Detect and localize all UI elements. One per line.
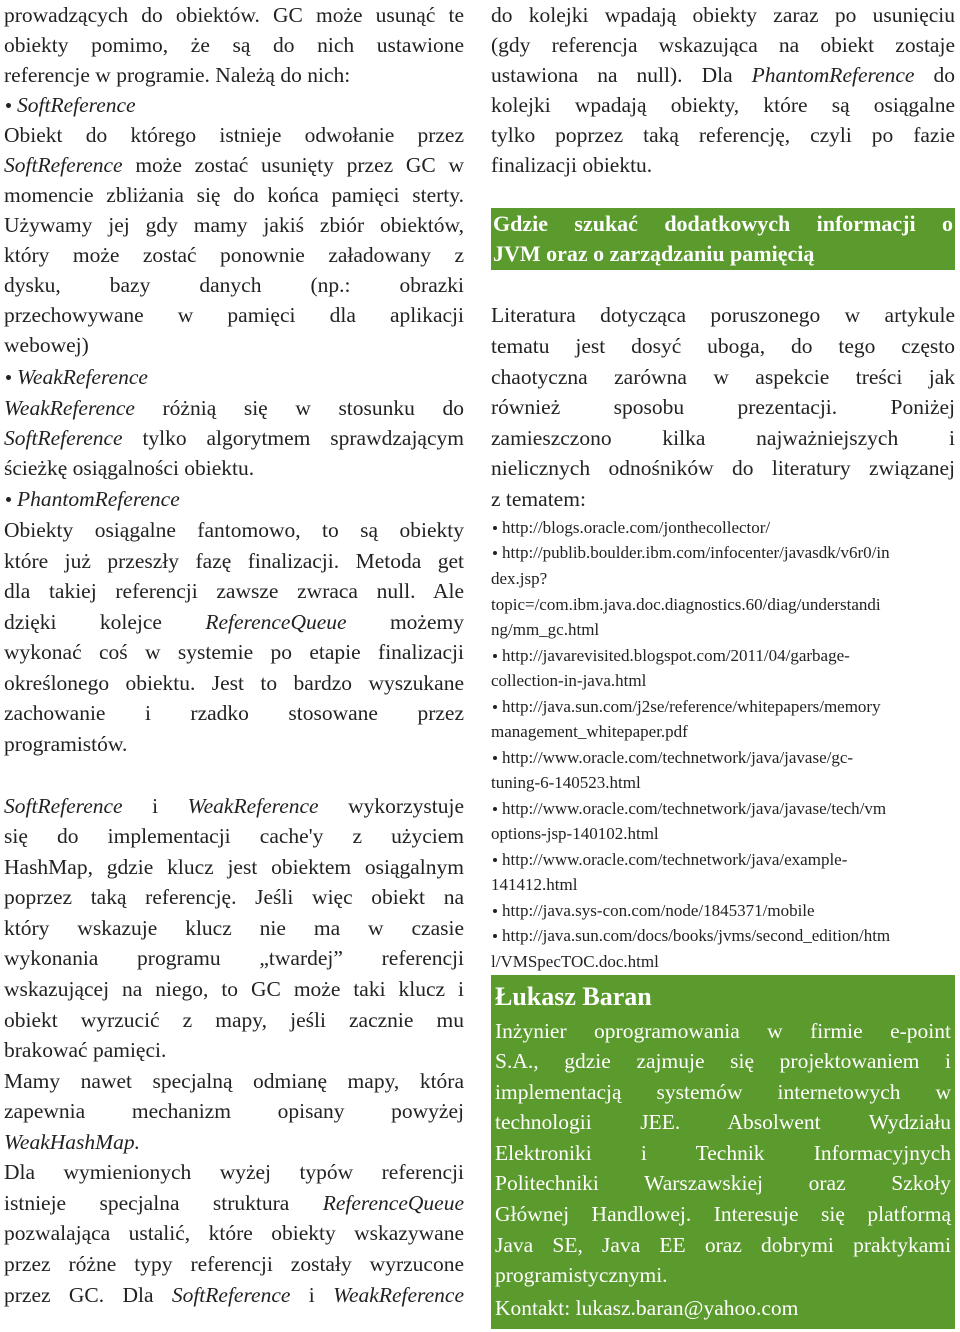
text-line: tematu jest dosyć uboga, do tego często <box>491 334 955 358</box>
text-line: Obiekt do którego istnieje odwołanie przez <box>4 123 464 147</box>
text-line: przez różne typy referencji zostały wyrzucone <box>4 1252 464 1276</box>
text-line: z tematem: <box>491 487 586 511</box>
text-line: wykonania programu „twardej” referencji <box>4 946 464 970</box>
text-line: Dla wymienionych wyżej typów referencji <box>4 1160 464 1184</box>
link-item[interactable] <box>491 745 955 771</box>
link-text[interactable]: options-jsp-140102.html <box>491 824 659 843</box>
text-line: SoftReference tylko algorytmem sprawdzającym <box>4 426 464 450</box>
text-line: określonego obiektu. Jest to bardzo wyszukane <box>4 671 464 695</box>
author-box <box>491 975 955 1329</box>
list-item-label: SoftReference <box>17 93 136 117</box>
section-heading: Gdzie szukać dodatkowych informacji o <box>493 211 953 236</box>
bullet-icon <box>493 756 497 760</box>
text-line: prowadzących do obiektów. GC może usunąć te <box>4 3 464 27</box>
link-text[interactable]: http://www.oracle.com/technetwork/java/example- <box>502 850 848 869</box>
text-line: kolejki wpadają obiekty, które są osiągalne <box>491 93 955 117</box>
link-text[interactable]: l/VMSpecTOC.doc.html <box>491 952 659 971</box>
text-line: przechowywane w pamięci dla aplikacji <box>4 303 464 327</box>
text-line: ustawiona na null). Dla PhantomReference do <box>491 63 955 87</box>
text-line: który może zostać ponownie załadowany z <box>4 243 464 267</box>
list-item <box>4 90 464 121</box>
bullet-icon <box>493 858 497 862</box>
text-line: WeakReference różnią się w stosunku do <box>4 396 464 420</box>
text-line: zapewnia mechanizm opisany powyżej <box>4 1099 464 1123</box>
bio-line: Inżynier oprogramowania w firmie e-point <box>495 1019 951 1043</box>
text-line: poprzez taką referencję. Jeśli więc obiekt na <box>4 885 464 909</box>
author-name: Łukasz Baran <box>495 982 652 1011</box>
text-line: istnieje specjalna struktura ReferenceQueue <box>4 1191 464 1215</box>
text-line: zachowanie i rzadko stosowane przez <box>4 701 464 725</box>
list-item-label: PhantomReference <box>17 487 180 511</box>
bio-line: Elektroniki i Technik Informacyjnych <box>495 1141 951 1165</box>
text-line: referencje w programie. Należą do nich: <box>4 63 351 87</box>
text-line: wskazującej na niego, to GC może taki klucz i <box>4 977 464 1001</box>
text-line: ścieżkę osiągalności obiektu. <box>4 456 255 480</box>
bullet-icon <box>493 551 497 555</box>
list-item <box>4 362 464 393</box>
link-text[interactable]: http://publib.boulder.ibm.com/infocenter/javasdk/v6r0/in <box>502 543 890 562</box>
text-line: pozwalająca ustalić, które obiekty wskazywane <box>4 1221 464 1245</box>
text-line: Literatura dotycząca poruszonego w artykule <box>491 303 955 327</box>
link-text[interactable]: http://javarevisited.blogspot.com/2011/04/garbage- <box>502 646 850 665</box>
text-line: brakować pamięci. <box>4 1038 167 1062</box>
text-line: się do implementacji cache'y z użyciem <box>4 824 464 848</box>
text-line: dla takiej referencji zawsze zwraca null. Ale <box>4 579 464 603</box>
text-line: przez GC. Dla SoftReference i WeakReference <box>4 1283 464 1307</box>
bullet-icon <box>493 934 497 938</box>
bio-line: technologii JEE. Absolwent Wydziału <box>495 1110 951 1134</box>
text-line: Obiekty osiągalne fantomowo, to są obiekty <box>4 518 464 542</box>
link-item[interactable] <box>491 515 955 541</box>
link-text[interactable]: 141412.html <box>491 875 578 894</box>
link-text[interactable]: tuning-6-140523.html <box>491 773 641 792</box>
text-line: (gdy referencja wskazująca na obiekt zostaje <box>491 33 955 57</box>
link-text[interactable]: collection-in-java.html <box>491 671 647 690</box>
bullet-icon <box>493 526 497 530</box>
bullet-icon <box>6 103 11 108</box>
list-item-label: WeakReference <box>17 365 148 389</box>
link-item[interactable] <box>491 796 955 822</box>
link-text[interactable]: http://java.sun.com/docs/books/jvms/second_edition/htm <box>502 926 891 945</box>
section-heading-box <box>491 208 955 270</box>
text-line: finalizacji obiektu. <box>491 153 653 177</box>
text-line: również sposobu prezentacji. Poniżej <box>491 395 955 419</box>
text-line: które już przeszły fazę finalizacji. Metoda get <box>4 549 464 573</box>
bullet-icon <box>493 705 497 709</box>
bio-line: Politechniki Warszawskiej oraz Szkoły <box>495 1171 951 1195</box>
bullet-icon <box>493 807 497 811</box>
link-item[interactable] <box>491 694 955 720</box>
text-line: dysku, bazy danych (np.: obrazki <box>4 273 464 297</box>
list-item <box>4 484 464 515</box>
link-text[interactable]: http://www.oracle.com/technetwork/java/javase/gc- <box>502 748 854 767</box>
section-heading: JVM oraz o zarządzaniu pamięcią <box>493 241 815 266</box>
link-text[interactable]: ng/mm_gc.html <box>491 620 600 639</box>
link-text[interactable]: http://www.oracle.com/technetwork/java/javase/tech/vm <box>502 799 887 818</box>
link-text[interactable]: http://java.sun.com/j2se/reference/whitepapers/memory <box>502 697 881 716</box>
link-text[interactable]: http://java.sys-con.com/node/1845371/mobile <box>502 901 815 920</box>
text-line: tylko poprzez taką referencję, czyli po fazie <box>491 123 955 147</box>
text-line: Używamy jej gdy mamy jakiś zbiór obiektów, <box>4 213 464 237</box>
text-line: dzięki kolejce ReferenceQueue możemy <box>4 610 464 634</box>
text-line: webowej) <box>4 333 89 357</box>
text-line: wykonać coś w systemie po etapie finalizacji <box>4 640 464 664</box>
bio-line: Java SE, Java EE oraz dobrymi praktykami <box>495 1233 951 1257</box>
text-line: do kolejki wpadają obiekty zaraz po usunięciu <box>491 3 955 27</box>
text-line: obiekty pomimo, że są do nich ustawione <box>4 33 464 57</box>
text-line: WeakHashMap. <box>4 1130 140 1154</box>
text-line: HashMap, gdzie klucz jest obiektem osiągalnym <box>4 855 464 879</box>
text-line: nielicznych odnośników do literatury związanej <box>491 456 955 480</box>
link-item[interactable] <box>491 540 955 566</box>
text-line: zamieszczono kilka najważniejszych i <box>491 426 955 450</box>
text-line: który wskazuje klucz nie ma w czasie <box>4 916 464 940</box>
link-text[interactable]: http://blogs.oracle.com/jonthecollector/ <box>502 518 771 537</box>
bullet-icon <box>493 909 497 913</box>
link-text[interactable]: dex.jsp? <box>491 569 548 588</box>
link-item[interactable] <box>491 643 955 669</box>
link-text[interactable]: topic=/com.ibm.java.doc.diagnostics.60/diag/understandi <box>491 595 881 614</box>
bio-line: Głównej Handlowej. Interesuje się platformą <box>495 1202 951 1226</box>
bio-line: S.A., gdzie zajmuje się projektowaniem i <box>495 1049 951 1073</box>
bullet-icon <box>493 654 497 658</box>
bullet-icon <box>6 497 11 502</box>
bio-line: programistycznymi. <box>495 1263 668 1287</box>
bullet-icon <box>6 375 11 380</box>
text-line: SoftReference może zostać usunięty przez GC w <box>4 153 464 177</box>
link-text[interactable]: management_whitepaper.pdf <box>491 722 688 741</box>
text-line: chaotyczna zarówna w aspekcie treści jak <box>491 365 955 389</box>
link-item[interactable] <box>491 923 955 949</box>
text-line: Mamy nawet specjalną odmianę mapy, która <box>4 1069 464 1093</box>
author-contact[interactable]: Kontakt: lukasz.baran@yahoo.com <box>495 1296 799 1320</box>
text-line: obiekt wyrzucić z mapy, jeśli zacznie mu <box>4 1008 464 1032</box>
text-line: SoftReference i WeakReference wykorzystuje <box>4 794 464 818</box>
bio-line: implementacją systemów internetowych w <box>495 1080 951 1104</box>
text-line: momencie zbliżania się do końca pamięci sterty. <box>4 183 464 207</box>
link-item[interactable] <box>491 898 955 924</box>
text-line: programistów. <box>4 732 128 756</box>
link-item[interactable] <box>491 847 955 873</box>
